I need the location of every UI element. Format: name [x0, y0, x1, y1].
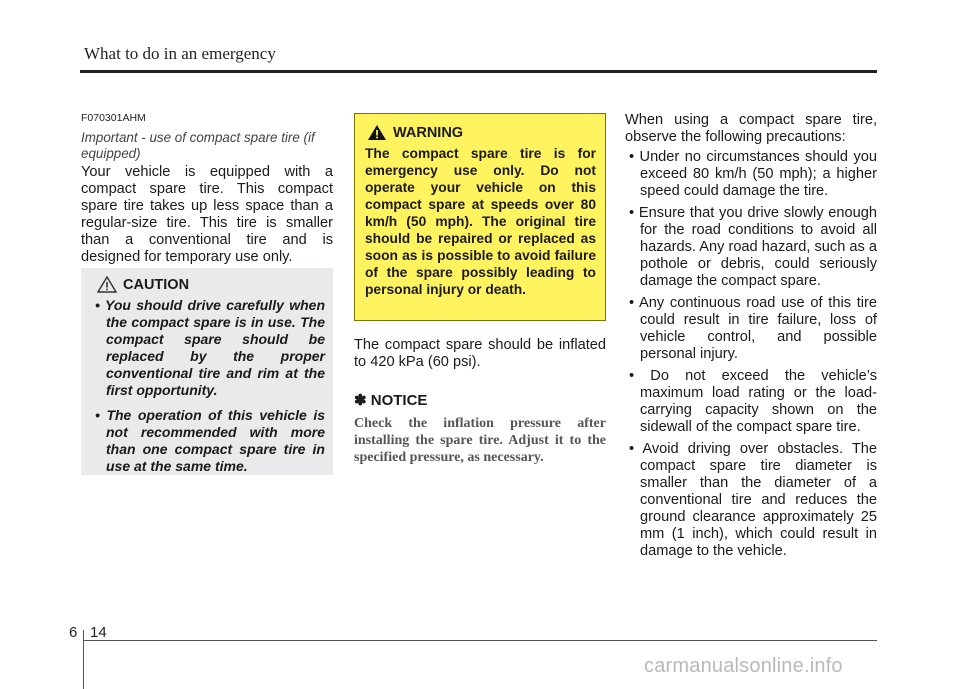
notice-title: ✽ NOTICE [354, 392, 428, 409]
footer-rule [83, 640, 877, 641]
caution-list [89, 297, 325, 475]
warning-triangle-icon [367, 124, 387, 141]
section-code: F070301AHM [81, 112, 146, 124]
notice-block [354, 391, 606, 466]
page-number: 14 [90, 624, 107, 641]
precaution-item: • Under no circumstances should you exceed 80 km/h (50 mph); a higher speed could damage the tire. [629, 149, 877, 199]
intro-paragraph: Your vehicle is equipped with a compact spare tire. This compact spare tire takes up less space than a regular-size tire. This tire is smaller than a conventional tire and is designed for temporary use only. [81, 164, 333, 265]
caution-item: • The operation of this vehicle is not recommended with more than one compact spare tire in use at the same time. [95, 407, 325, 474]
precaution-item: • Ensure that you drive slowly enough for the road conditions to avoid all hazards. Any road hazard, such as a pothole or debris, could seriously damage the compact spare. [629, 205, 877, 289]
caution-heading [97, 276, 325, 293]
section-subheading: Important - use of compact spare tire (if equipped) [81, 130, 315, 161]
chapter-number: 6 [69, 624, 78, 641]
warning-heading [367, 124, 596, 141]
left-column [81, 112, 333, 266]
footer-divider-vertical [83, 630, 84, 689]
precautions-list [625, 149, 877, 560]
precautions-intro: When using a compact spare tire, observe the following precautions: [625, 112, 877, 145]
caution-title: CAUTION [123, 276, 190, 293]
page-header-title: What to do in an emergency [84, 44, 276, 63]
caution-triangle-icon [97, 276, 117, 293]
caution-item: • You should drive carefully when the compact spare is in use. The compact spare should be replaced by the proper conventional tire and rim at the first opportunity. [95, 297, 325, 398]
notice-text: Check the inflation pressure after installing the spare tire. Adjust it to the specified pressure, as necessary. [354, 416, 606, 465]
watermark-text: carmanualsonline.info [644, 655, 843, 677]
right-column [625, 112, 877, 565]
precaution-item: • Avoid driving over obstacles. The compact spare tire diameter is smaller than the diameter of a conventional tire and reduces the ground clearance approximately 25 mm (1 inch), which could result in damage to the vehicle. [629, 441, 877, 559]
warning-title: WARNING [393, 124, 464, 141]
header-rule [80, 70, 877, 73]
caution-box [81, 268, 333, 475]
precaution-item: • Any continuous road use of this tire could result in tire failure, loss of vehicle control, and possible personal injury. [629, 295, 877, 362]
precaution-item: • Do not exceed the vehicle’s maximum load rating or the load-carrying capacity shown on the sidewall of the compact spare tire. [629, 368, 877, 435]
inflation-paragraph: The compact spare should be inflated to 420 kPa (60 psi). [354, 337, 606, 370]
warning-box [354, 113, 606, 321]
warning-text: The compact spare tire is for emergency use only. Do not operate your vehicle on this compact spare at speeds over 80 km/h (50 mph). The original tire should be repaired or replaced as soon as is possible to avoid failure of the spare possibly leading to personal injury or death. [365, 146, 596, 297]
